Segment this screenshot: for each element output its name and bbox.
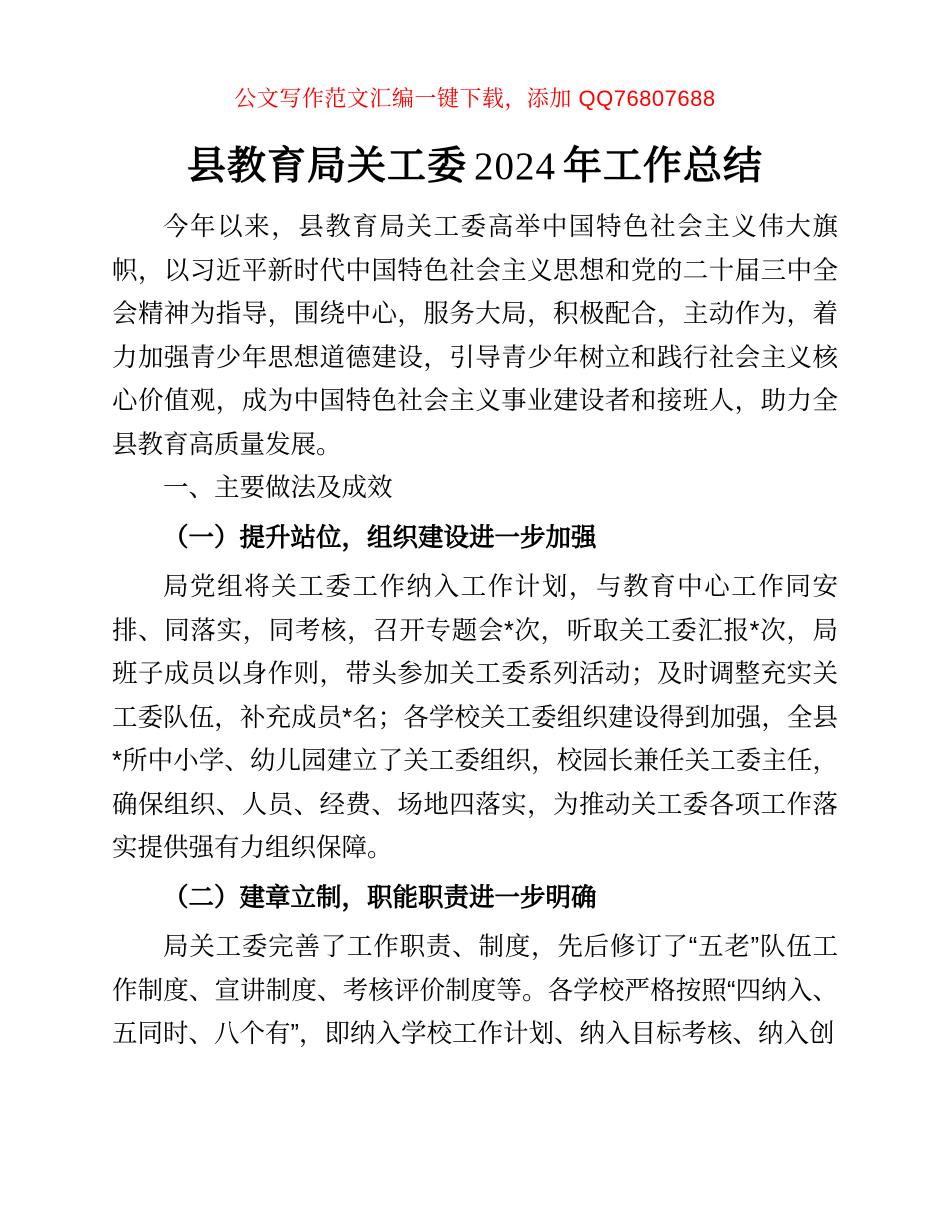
document-title-year: 2024 [474, 145, 556, 188]
intro-paragraph: 今年以来，县教育局关工委高举中国特色社会主义伟大旗帜，以习近平新时代中国特色社会主义思想和党的二十届三中全会精神为指导，围绕中心，服务大局，积极配合，主动作为，着力加强青少年思想道德建设，引导青少年树立和践行社会主义核心价值观，成为中国特色社会主义事业建设者和接班人，助力全县教育高质量发展。 [112, 213, 838, 459]
section-1-heading: 一、主要做法及成效 [163, 474, 393, 502]
document-title-prefix: 县教育局关工委 [186, 145, 467, 188]
subsection-1-body: 局党组将关工委工作纳入工作计划，与教育中心工作同安排、同落实，同考核，召开专题会*次，听取关工委汇报*次，局班子成员以身作则，带头参加关工委系列活动；及时调整充实关工委队伍，补充成员*名；各学校关工委组织建设得到加强，全县*所中小学、幼儿园建立了关工委组织，校园长兼任关工委主任，确保组织、人员、经费、场地四落实，为推动关工委各项工作落实提供强有力组织保障。 [112, 573, 838, 862]
subsection-2-body: 局关工委完善了工作职责、制度，先后修订了“五老”队伍工作制度、宣讲制度、考核评价制度等。各学校严格按照“四纳入、五同时、八个有”，即纳入学校工作计划、纳入目标考核、纳入创 [112, 933, 838, 1048]
document-body [112, 206, 838, 1057]
subsection-2-heading: （二）建章立制，职能职责进一步明确 [163, 883, 597, 912]
promo-banner: 公文写作范文汇编一键下载，添加 QQ76807688 [234, 86, 716, 111]
document-title [0, 142, 950, 192]
subsection-1-heading: （一）提升站位，组织建设进一步加强 [163, 523, 597, 552]
document-title-suffix: 年工作总结 [563, 145, 764, 188]
